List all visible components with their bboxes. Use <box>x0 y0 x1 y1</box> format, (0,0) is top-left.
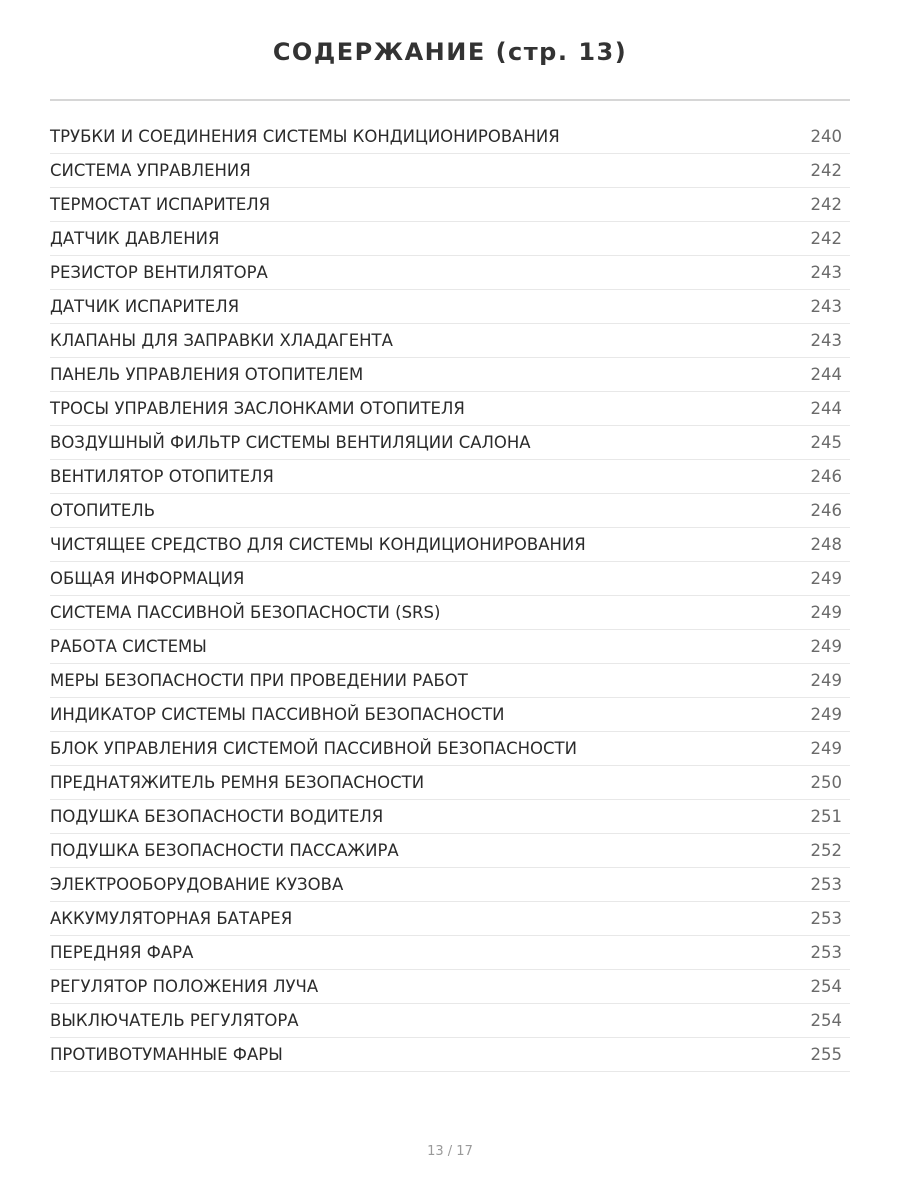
toc-entry-title: ИНДИКАТОР СИСТЕМЫ ПАССИВНОЙ БЕЗОПАСНОСТИ <box>50 705 505 724</box>
toc-entry[interactable] <box>50 868 850 902</box>
toc-entry[interactable] <box>50 120 850 154</box>
toc-entry-page-number: 249 <box>810 603 842 622</box>
toc-entry-title: ДАТЧИК ИСПАРИТЕЛЯ <box>50 297 240 316</box>
toc-entry-title: ТЕРМОСТАТ ИСПАРИТЕЛЯ <box>50 195 271 214</box>
toc-entry-page-number: 254 <box>810 977 842 996</box>
toc-entry-page-number: 245 <box>810 433 842 452</box>
toc-entry[interactable] <box>50 936 850 970</box>
toc-entry-title: КЛАПАНЫ ДЛЯ ЗАПРАВКИ ХЛАДАГЕНТА <box>50 331 393 350</box>
toc-entry-page-number: 251 <box>810 807 842 826</box>
toc-entry[interactable] <box>50 154 850 188</box>
toc-entry[interactable] <box>50 358 850 392</box>
toc-entry-page-number: 249 <box>810 671 842 690</box>
toc-entry[interactable] <box>50 902 850 936</box>
toc-entry-page-number: 253 <box>810 909 842 928</box>
toc-entry[interactable] <box>50 392 850 426</box>
toc-entry[interactable] <box>50 528 850 562</box>
page-title: СОДЕРЖАНИЕ (стр. 13) <box>272 38 628 66</box>
toc-entry-title: РЕГУЛЯТОР ПОЛОЖЕНИЯ ЛУЧА <box>50 977 319 996</box>
toc-entry-title: ПОДУШКА БЕЗОПАСНОСТИ ВОДИТЕЛЯ <box>50 807 384 826</box>
toc-entry[interactable] <box>50 732 850 766</box>
toc-entry-page-number: 246 <box>810 501 842 520</box>
toc-entry-title: СИСТЕМА ПАССИВНОЙ БЕЗОПАСНОСТИ (SRS) <box>50 603 441 622</box>
toc-entry-page-number: 249 <box>810 569 842 588</box>
toc-entry-page-number: 254 <box>810 1011 842 1030</box>
toc-entry-page-number: 246 <box>810 467 842 486</box>
toc-entry[interactable] <box>50 1004 850 1038</box>
toc-entry-title: ЧИСТЯЩЕЕ СРЕДСТВО ДЛЯ СИСТЕМЫ КОНДИЦИОНИРОВАНИЯ <box>50 535 586 554</box>
toc-entry-page-number: 243 <box>810 263 842 282</box>
toc-entry[interactable] <box>50 324 850 358</box>
toc-entry-page-number: 248 <box>810 535 842 554</box>
toc-entry-page-number: 243 <box>810 331 842 350</box>
toc-entry[interactable] <box>50 664 850 698</box>
toc-entry-title: ВОЗДУШНЫЙ ФИЛЬТР СИСТЕМЫ ВЕНТИЛЯЦИИ САЛОНА <box>50 433 531 452</box>
toc-entry-page-number: 249 <box>810 705 842 724</box>
toc-entry-title: ПРОТИВОТУМАННЫЕ ФАРЫ <box>50 1045 283 1064</box>
toc-entry-title: МЕРЫ БЕЗОПАСНОСТИ ПРИ ПРОВЕДЕНИИ РАБОТ <box>50 671 468 690</box>
toc-entry-page-number: 249 <box>810 637 842 656</box>
toc-entry-page-number: 244 <box>810 399 842 418</box>
toc-entry[interactable] <box>50 460 850 494</box>
toc-entry-title: РЕЗИСТОР ВЕНТИЛЯТОРА <box>50 263 268 282</box>
toc-entry-title: ВЫКЛЮЧАТЕЛЬ РЕГУЛЯТОРА <box>50 1011 299 1030</box>
toc-entry-title: ОБЩАЯ ИНФОРМАЦИЯ <box>50 569 245 588</box>
toc-entry-page-number: 255 <box>810 1045 842 1064</box>
toc-entry[interactable] <box>50 970 850 1004</box>
toc-entry-page-number: 253 <box>810 875 842 894</box>
toc-entry-title: АККУМУЛЯТОРНАЯ БАТАРЕЯ <box>50 909 293 928</box>
toc-entry-page-number: 244 <box>810 365 842 384</box>
toc-entry-page-number: 250 <box>810 773 842 792</box>
toc-entry[interactable] <box>50 426 850 460</box>
toc-entry-title: ПАНЕЛЬ УПРАВЛЕНИЯ ОТОПИТЕЛЕМ <box>50 365 364 384</box>
toc-entry-page-number: 243 <box>810 297 842 316</box>
toc-entry-page-number: 253 <box>810 943 842 962</box>
toc-entry[interactable] <box>50 562 850 596</box>
page-pagination: 13 / 17 <box>427 1144 473 1159</box>
toc-entry-title: ДАТЧИК ДАВЛЕНИЯ <box>50 229 220 248</box>
toc-entry[interactable] <box>50 188 850 222</box>
toc-entry-title: БЛОК УПРАВЛЕНИЯ СИСТЕМОЙ ПАССИВНОЙ БЕЗОПАСНОСТИ <box>50 739 577 758</box>
toc-entry[interactable] <box>50 596 850 630</box>
toc-entry[interactable] <box>50 834 850 868</box>
toc-entry[interactable] <box>50 698 850 732</box>
toc-entry[interactable] <box>50 800 850 834</box>
toc-entry-title: ПРЕДНАТЯЖИТЕЛЬ РЕМНЯ БЕЗОПАСНОСТИ <box>50 773 425 792</box>
toc-entry-title: ОТОПИТЕЛЬ <box>50 501 156 520</box>
toc-entry-title: ТРУБКИ И СОЕДИНЕНИЯ СИСТЕМЫ КОНДИЦИОНИРОВАНИЯ <box>50 127 560 146</box>
toc-entry[interactable] <box>50 290 850 324</box>
toc-entry[interactable] <box>50 766 850 800</box>
title-divider <box>50 99 850 101</box>
toc-entry-page-number: 242 <box>810 195 842 214</box>
toc-entry-title: СИСТЕМА УПРАВЛЕНИЯ <box>50 161 251 180</box>
toc-entry-page-number: 242 <box>810 161 842 180</box>
toc-entry[interactable] <box>50 630 850 664</box>
toc-entry-page-number: 252 <box>810 841 842 860</box>
toc-list <box>50 120 850 1072</box>
toc-entry[interactable] <box>50 256 850 290</box>
toc-entry-title: ЭЛЕКТРООБОРУДОВАНИЕ КУЗОВА <box>50 875 344 894</box>
toc-entry-title: ПОДУШКА БЕЗОПАСНОСТИ ПАССАЖИРА <box>50 841 399 860</box>
toc-entry[interactable] <box>50 1038 850 1072</box>
toc-entry[interactable] <box>50 494 850 528</box>
toc-entry-page-number: 249 <box>810 739 842 758</box>
toc-entry-page-number: 242 <box>810 229 842 248</box>
toc-entry-title: РАБОТА СИСТЕМЫ <box>50 637 207 656</box>
toc-entry-page-number: 240 <box>810 127 842 146</box>
toc-entry-title: ВЕНТИЛЯТОР ОТОПИТЕЛЯ <box>50 467 274 486</box>
toc-entry-title: ТРОСЫ УПРАВЛЕНИЯ ЗАСЛОНКАМИ ОТОПИТЕЛЯ <box>50 399 465 418</box>
toc-entry[interactable] <box>50 222 850 256</box>
toc-entry-title: ПЕРЕДНЯЯ ФАРА <box>50 943 194 962</box>
